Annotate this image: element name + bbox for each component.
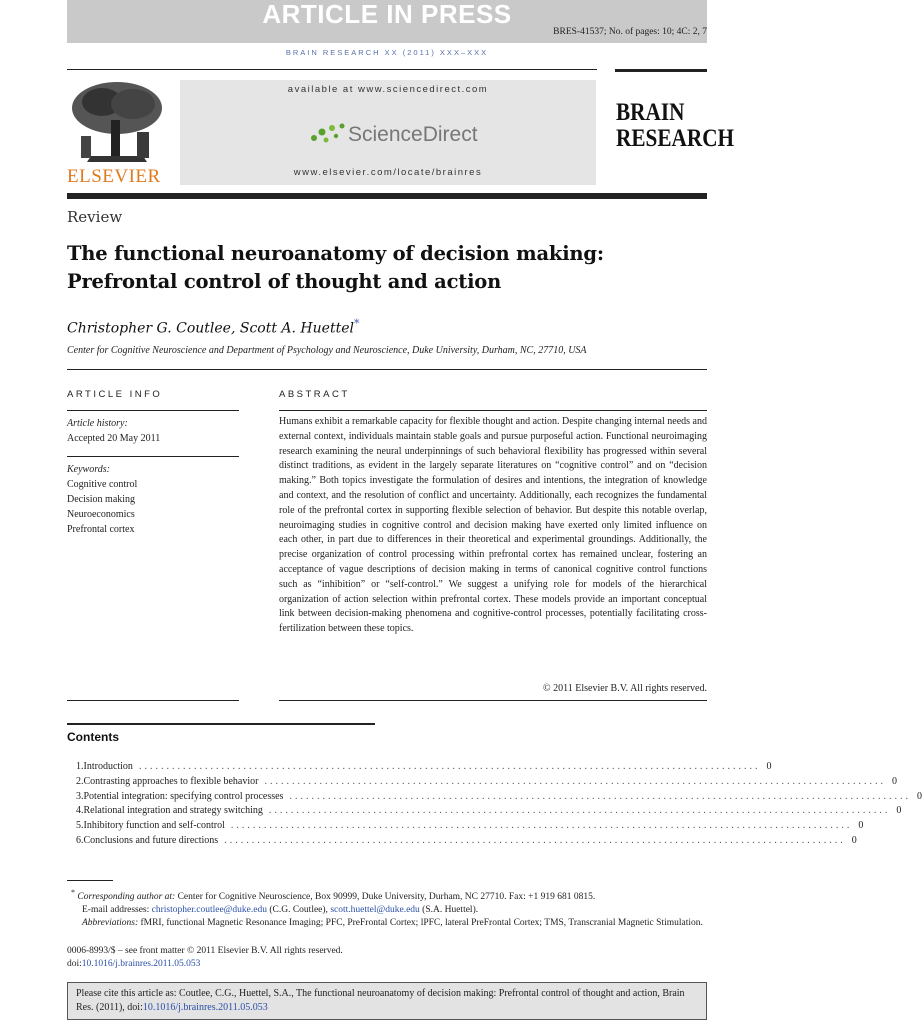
toc-page: 0 — [916, 790, 922, 802]
corresponding-text: Center for Cognitive Neuroscience, Box 90999, Duke University, Durham, NC 27710. Fax: +1 919 681 0815. — [177, 892, 596, 903]
toc-page: 0 — [891, 775, 897, 787]
toc-title[interactable]: Potential integration: specifying control processes — [83, 790, 284, 802]
affiliation-rule — [67, 369, 707, 370]
toc-number: 5. — [76, 820, 84, 832]
available-at-text: available at www.sciencedirect.com — [287, 84, 489, 95]
sciencedirect-leaf-icon — [308, 120, 350, 146]
citation-text — [76, 987, 700, 1014]
journal-name-rule — [615, 69, 707, 72]
elsevier-tree-icon — [67, 80, 163, 166]
toc-number: 3. — [76, 790, 84, 802]
toc-title[interactable]: Conclusions and future directions — [83, 834, 219, 846]
author-list — [67, 317, 359, 337]
keywords-label: Keywords: — [67, 464, 110, 475]
keywords-block — [67, 462, 137, 537]
toc-item[interactable] — [76, 775, 897, 791]
journal-running-head: BRAIN RESEARCH XX (2011) XXX–XXX — [285, 48, 489, 57]
front-matter — [67, 945, 707, 971]
footnote-rule — [67, 880, 113, 881]
citation-box — [67, 982, 707, 1020]
toc-title[interactable]: Inhibitory function and self-control — [83, 820, 225, 832]
sciencedirect-panel — [180, 80, 596, 185]
elsevier-logo — [67, 80, 163, 188]
abstract-rule — [279, 410, 707, 411]
abbreviations-text: fMRI, functional Magnetic Resonance Imaging; PFC, PreFrontal Cortex; lPFC, lateral PreFrontal Cortex; TMS, Transcranial Magnetic Stimulation. — [140, 918, 703, 929]
abstract-copyright: © 2011 Elsevier B.V. All rights reserved. — [543, 683, 707, 694]
abbreviations-label: Abbreviations: — [82, 918, 139, 929]
author-names: Christopher G. Coutlee, Scott A. Huettel — [67, 320, 354, 337]
toc-item[interactable] — [76, 820, 864, 835]
toc-number: 2. — [76, 775, 84, 787]
toc-title[interactable]: Introduction — [83, 761, 133, 772]
keyword: Neuroeconomics — [67, 509, 135, 520]
header-top-rule — [67, 69, 597, 70]
table-of-contents — [76, 761, 922, 850]
article-type: Review — [67, 208, 123, 226]
toc-title[interactable]: Relational integration and strategy switching — [83, 805, 263, 817]
issn-line: 0006-8993/$ – see front matter © 2011 Elsevier B.V. All rights reserved. — [67, 946, 343, 956]
elsevier-wordmark: ELSEVIER — [67, 166, 161, 187]
toc-page: 0 — [851, 834, 857, 846]
toc-leader: ................................................................................................................. — [224, 834, 846, 846]
article-info-rule — [67, 410, 239, 411]
corresponding-author-footnote — [67, 886, 707, 930]
sciencedirect-wordmark: ScienceDirect — [348, 123, 478, 146]
contents-rule — [67, 723, 375, 725]
email-owner: (S.A. Huettel). — [422, 905, 479, 916]
journal-name-line-2: RESEARCH — [616, 125, 735, 152]
article-title: The functional neuroanatomy of decision making: Prefrontal control of thought and action — [67, 242, 604, 293]
toc-leader: ................................................................................................................. — [289, 790, 911, 802]
email-owner: (C.G. Coutlee), — [269, 905, 328, 916]
citation-doi-link[interactable]: 10.1016/j.brainres.2011.05.053 — [142, 1001, 268, 1013]
manuscript-reference: BRES-41537; No. of pages: 10; 4C: 2, 7 — [553, 27, 707, 37]
toc-number: 6. — [76, 834, 84, 846]
toc-item[interactable] — [76, 834, 857, 850]
article-info-heading: ARTICLE INFO — [67, 389, 163, 400]
keyword: Prefrontal cortex — [67, 524, 135, 535]
email-line — [67, 904, 707, 917]
toc-item[interactable] — [76, 790, 922, 806]
toc-item[interactable] — [76, 761, 772, 776]
corresponding-author-mark[interactable]: * — [353, 317, 360, 330]
history-label: Article history: — [67, 418, 128, 429]
header-thick-rule — [67, 193, 707, 199]
affiliation: Center for Cognitive Neuroscience and Department of Psychology and Neuroscience, Duke University, Durham, NC, 27710, USA — [67, 345, 587, 356]
journal-name — [616, 100, 734, 152]
citation-body: Please cite this article as: Coutlee, C.G., Huettel, S.A., The functional neuroanatomy of decision making: Prefrontal control of thought and action, Brain Res. (2011), doi: — [76, 988, 685, 1013]
abbreviations-line — [67, 917, 707, 930]
toc-leader: ................................................................................................................. — [268, 805, 891, 817]
toc-number: 4. — [76, 805, 84, 817]
locate-url[interactable]: www.elsevier.com/locate/brainres — [293, 167, 483, 178]
toc-page: 0 — [766, 761, 772, 772]
history-value: Accepted 20 May 2011 — [67, 433, 161, 444]
footnote-mark: * — [71, 888, 75, 897]
article-in-press-banner — [67, 0, 707, 43]
keyword: Cognitive control — [67, 479, 138, 490]
abstract-bottom-rule — [279, 700, 707, 701]
toc-leader: ................................................................................................................. — [264, 775, 886, 787]
doi-label: doi: — [67, 959, 82, 969]
email-link-huettel[interactable]: scott.huettel@duke.edu — [330, 905, 420, 916]
toc-item[interactable] — [76, 805, 902, 820]
contents-heading: Contents — [67, 730, 119, 744]
abstract-heading: ABSTRACT — [279, 389, 350, 400]
toc-leader: ................................................................................................................. — [230, 820, 853, 832]
history-rule — [67, 456, 239, 457]
email-link-coutlee[interactable]: christopher.coutlee@duke.edu — [151, 905, 267, 916]
toc-page: 0 — [896, 805, 902, 817]
abstract-text: Humans exhibit a remarkable capacity for flexible thought and action. Despite changing internal needs and external context, individuals maintain stable goals and pursue purposeful action. Functional neuroimaging research examining the neural underpinnings of such behavioral flexibility has progressed within several distinct traditions, as evident in the largely separate literatures on “cognitive control” and on “decision making.” Both topics investigate the formulation of desires and intentions, the integration of knowledge and context, and the resolution of conflict and uncertainty. Additionally, each recognizes the fundamental role of the prefrontal cortex in supporting flexible selection of behavior. But despite this notable overlap, neuroimaging studies in cognitive control and decision making have exerted only limited influence on each other, in part due to differences in their theoretical and experimental groundings. Additionally, the precise organization of control processing within prefrontal cortex has remained unclear, fostering an acceptance of vague descriptions of decision making in terms of canonical cognitive control functions such as “inhibition” or “self-control.” We suggest a unifying role for models of the hierarchical organization of action selection within prefrontal cortex. These models provide an important conceptual link between decision-making phenomena and cognitive-control processes, potentially facilitating cross-fertilization between these topics. — [279, 416, 707, 635]
corresponding-label: Corresponding author at: — [77, 892, 176, 903]
toc-leader: ................................................................................................................. — [138, 761, 761, 772]
keyword: Decision making — [67, 494, 136, 505]
doi-link[interactable]: 10.1016/j.brainres.2011.05.053 — [81, 959, 201, 969]
toc-page: 0 — [858, 820, 864, 832]
corresponding-line — [67, 886, 707, 904]
banner-title: ARTICLE IN PRESS — [262, 0, 512, 29]
toc-number: 1. — [76, 761, 84, 772]
doi-line — [67, 958, 707, 971]
email-label: E-mail addresses: — [82, 905, 150, 916]
journal-name-line-1: BRAIN — [616, 99, 685, 126]
article-history — [67, 416, 160, 446]
toc-title[interactable]: Contrasting approaches to flexible behavior — [83, 775, 259, 787]
article-info-bottom-rule — [67, 700, 239, 701]
